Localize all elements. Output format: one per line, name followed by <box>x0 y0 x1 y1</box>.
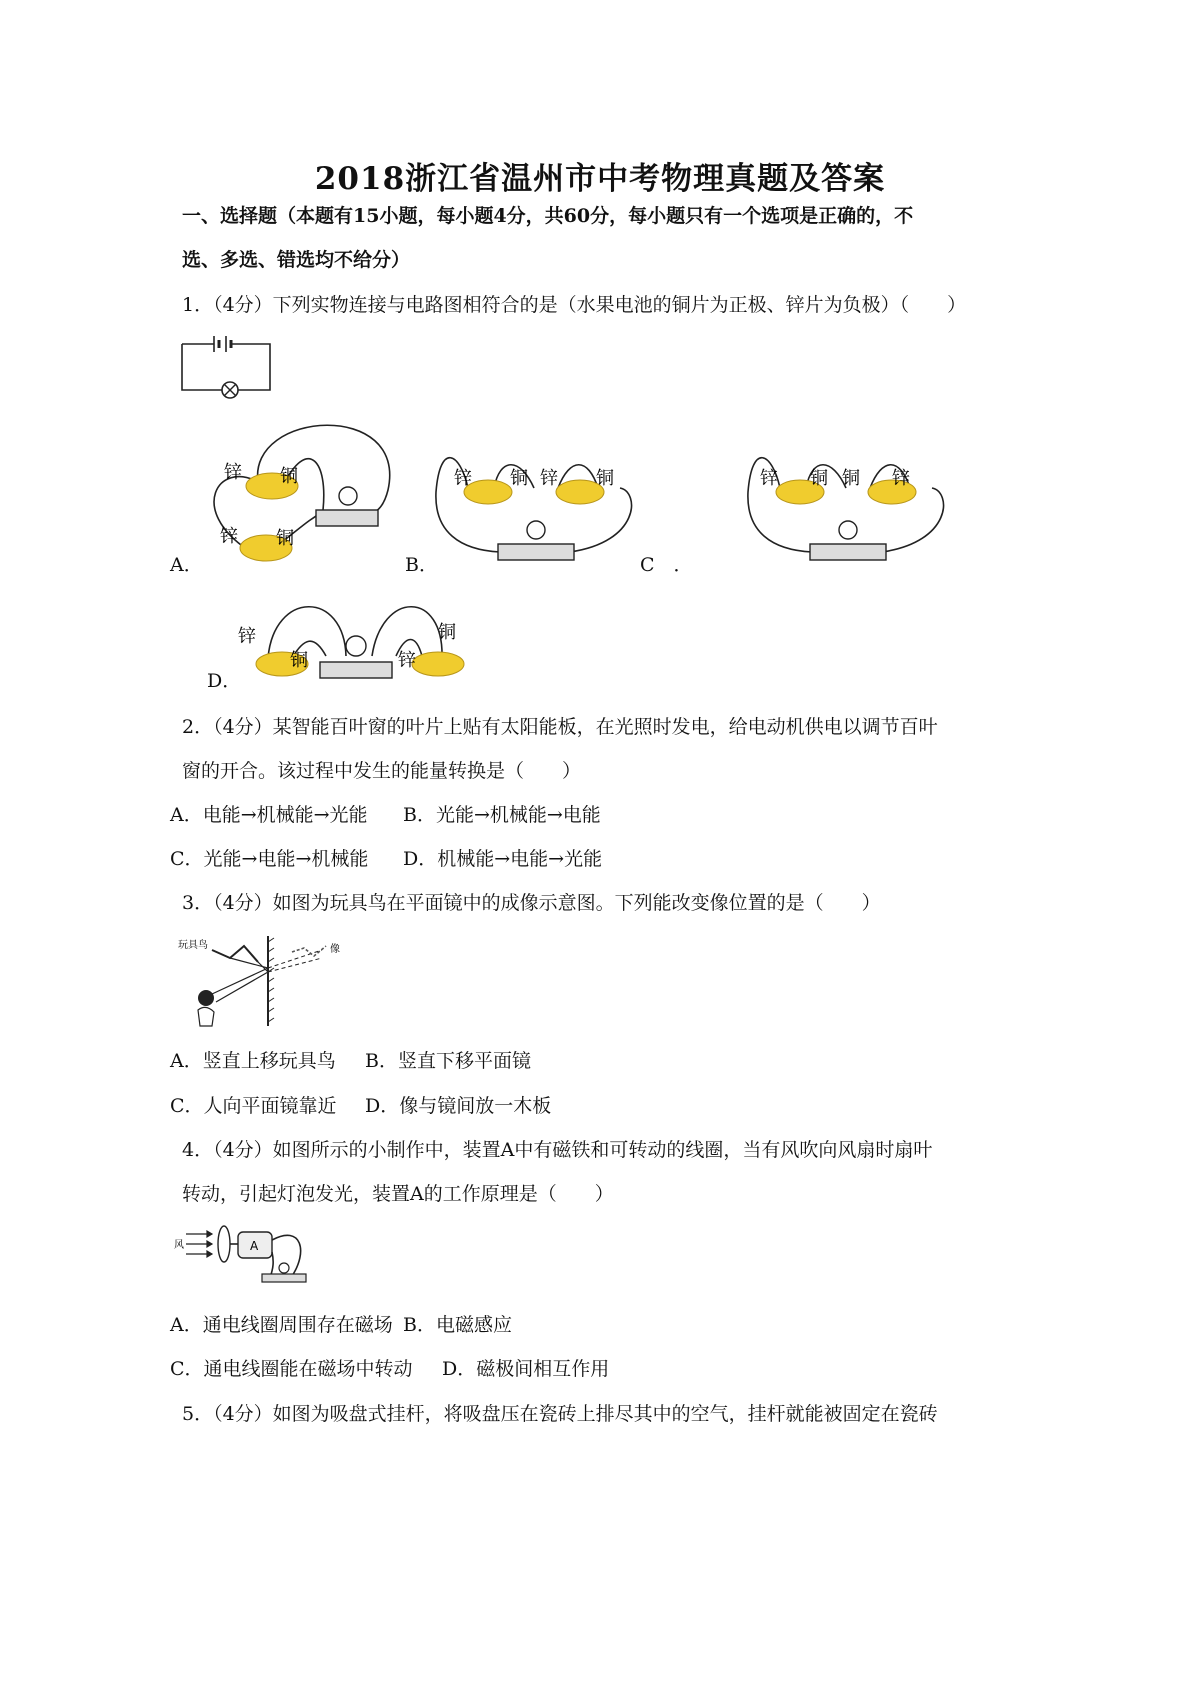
circuit-diagram <box>178 330 278 402</box>
battery-symbol <box>214 336 231 352</box>
question-4-option-c: C．通电线圈能在磁场中转动 <box>170 1358 413 1380</box>
section-heading-line2: 选、多选、错选均不给分） <box>182 249 411 271</box>
image-label: 像 <box>330 944 340 955</box>
lamp-symbol <box>222 382 238 398</box>
question-2-option-a: A．电能→机械能→光能 <box>170 804 368 826</box>
question-3-option-d: D．像与镜间放一木板 <box>365 1095 552 1117</box>
option-b-figure <box>430 432 640 582</box>
toy-bird-label: 玩具鸟 <box>178 940 208 951</box>
question-3-option-c: C．人向平面镜靠近 <box>170 1095 337 1117</box>
lamp-board <box>810 544 886 560</box>
copper-label: 铜 <box>810 468 828 489</box>
lamp-board <box>498 544 574 560</box>
mirror-figure <box>172 932 352 1030</box>
question-2-option-b: B．光能→机械能→电能 <box>403 804 601 826</box>
light-bulb <box>527 521 545 539</box>
zinc-label: 锌 <box>224 462 242 483</box>
lemon-battery <box>412 652 464 676</box>
question-5-text: 5．（4分）如图为吸盘式挂杆，将吸盘压在瓷砖上排尽其中的空气，挂杆就能被固定在瓷砖 <box>182 1403 938 1425</box>
copper-label: 铜 <box>510 468 528 489</box>
zinc-label: 锌 <box>220 526 238 547</box>
wind-arrows <box>186 1231 212 1257</box>
option-c-label: C ． <box>640 554 693 576</box>
copper-label: 铜 <box>290 650 308 671</box>
lamp-board <box>320 662 392 678</box>
option-d-figure <box>234 598 474 688</box>
question-2-line1: 2．（4分）某智能百叶窗的叶片上贴有太阳能板，在光照时发电，给电动机供电以调节百叶 <box>182 716 938 738</box>
zinc-label: 锌 <box>238 626 256 647</box>
observer-body <box>198 1007 214 1026</box>
question-2-line2: 窗的开合。该过程中发生的能量转换是（ ） <box>182 760 582 782</box>
question-4-option-a: A．通电线圈周围存在磁场 <box>170 1314 393 1336</box>
question-2-option-c: C．光能→电能→机械能 <box>170 848 369 870</box>
fan-blade <box>218 1226 230 1262</box>
section-heading-line1: 一、选择题（本题有15小题，每小题4分，共60分，每小题只有一个选项是正确的，不 <box>182 205 914 227</box>
light-bulb <box>839 521 857 539</box>
zinc-label: 锌 <box>760 468 778 489</box>
option-d-label: D． <box>207 670 242 692</box>
light-bulb <box>279 1263 289 1273</box>
option-b-label: B． <box>405 554 438 576</box>
copper-label: 铜 <box>596 468 614 489</box>
zinc-label: 锌 <box>892 468 910 489</box>
option-a-label: A． <box>170 554 203 576</box>
light-bulb <box>346 636 366 656</box>
fan-generator-figure <box>172 1222 312 1286</box>
question-3-text: 3．（4分）如图为玩具鸟在平面镜中的成像示意图。下列能改变像位置的是（ ） <box>182 892 881 914</box>
lamp-board <box>262 1274 306 1282</box>
question-2-option-d: D．机械能→电能→光能 <box>403 848 603 870</box>
light-bulb <box>339 487 357 505</box>
question-4-line1: 4．（4分）如图所示的小制作中，装置A中有磁铁和可转动的线圈，当有风吹向风扇时扇叶 <box>182 1139 933 1161</box>
copper-label: 铜 <box>276 528 294 549</box>
copper-label: 铜 <box>842 468 860 489</box>
zinc-label: 锌 <box>540 468 558 489</box>
question-4-line2: 转动，引起灯泡发光，装置A的工作原理是（ ） <box>182 1183 614 1205</box>
question-3-option-b: B．竖直下移平面镜 <box>365 1050 531 1072</box>
option-a-figure <box>198 420 398 580</box>
observer-head <box>198 990 214 1006</box>
option-c-figure <box>742 432 952 582</box>
device-a-label: A <box>250 1239 259 1253</box>
zinc-label: 锌 <box>398 650 416 671</box>
copper-label: 铜 <box>438 622 456 643</box>
virtual-rays <box>268 950 322 972</box>
wind-label: 风 <box>174 1240 184 1251</box>
question-4-option-b: B．电磁感应 <box>403 1314 512 1336</box>
page-title: 2018浙江省温州市中考物理真题及答案 <box>314 161 886 197</box>
zinc-label: 锌 <box>454 468 472 489</box>
copper-label: 铜 <box>280 466 298 487</box>
question-4-option-d: D．磁极间相互作用 <box>442 1358 610 1380</box>
question-3-option-a: A．竖直上移玩具鸟 <box>170 1050 336 1072</box>
lamp-board <box>316 510 378 526</box>
light-rays <box>212 958 268 1002</box>
question-1-text: 1．（4分）下列实物连接与电路图相符合的是（水果电池的铜片为正极、锌片为负极）（ ） <box>182 294 967 316</box>
